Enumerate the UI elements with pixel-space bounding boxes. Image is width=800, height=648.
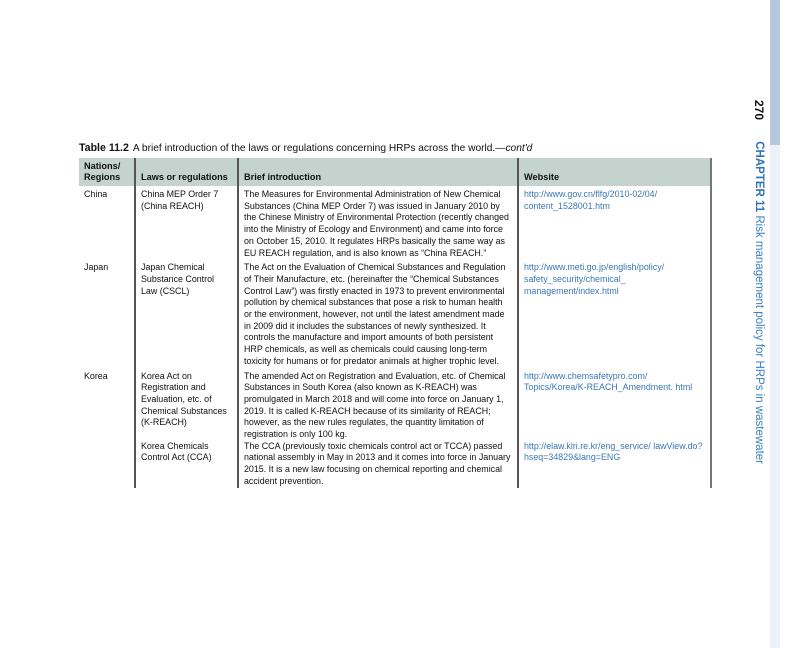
chapter-label: CHAPTER 11 — [753, 141, 765, 213]
website-link[interactable]: http://www.chemsafetypro.com/ Topics/Korea/K-REACH_Amendment. html — [524, 370, 693, 393]
scrollbar-thumb[interactable] — [770, 0, 780, 145]
website-link[interactable]: http://elaw.klri.re.kr/eng_service/ lawView.do?hseq=34829&lang=ENG — [524, 440, 703, 463]
caption-text: A brief introduction of the laws or regulations concerning HRPs across the world.— — [132, 143, 506, 154]
law-cell: Korea Chemicals Control Act (CCA) — [135, 441, 238, 488]
table-row — [79, 186, 711, 259]
table-row — [79, 368, 711, 441]
page-number: 270 — [752, 100, 766, 121]
law-cell: Korea Act on Registration and Evaluation, etc. of Chemical Substances (K-REACH) — [135, 368, 238, 441]
chapter-title: Risk management policy for HRPs in wastewater — [753, 215, 765, 464]
region-cell: Japan — [84, 262, 109, 273]
website-link[interactable]: http://www.gov.cn/flfg/2010-02/04/ content_1528001.htm — [524, 189, 658, 211]
table-row — [79, 259, 711, 367]
laws-table — [79, 158, 712, 488]
header-intro: Brief introduction — [238, 158, 518, 186]
table-row — [79, 441, 711, 488]
running-head — [752, 100, 766, 464]
table-label: Table 11.2 — [79, 142, 129, 154]
table-caption — [79, 142, 532, 154]
intro-cell: The CCA (previously toxic chemicals control act or TCCA) passed national assembly in May in 2013 and it comes into force in January 2015. It is a new law focusing on chemical reporting and chemical accident prevention. — [238, 441, 518, 488]
header-laws: Laws or regulations — [135, 158, 238, 186]
website-link[interactable]: http://www.meti.go.jp/english/policy/ safety_security/chemical_ management/index.html — [524, 262, 665, 296]
intro-cell: The Act on the Evaluation of Chemical Substances and Regulation of Their Manufacture, etc. (hereinafter the “Chemical Substances Control Law”) was firstly enacted in 1973 to prevent environmental pollution by chemical substances that pose a risk to human health or the environment, however, not until the latest amendment made in 2009 did it includes the substances of newly synthesized. It controls the manufacture and import amounts of both persistent HRP chemicals, as well as chemicals could causing long-term toxicity for humans or for predator animals at higher trophic level. — [238, 259, 518, 367]
header-regions: Nations/ Regions — [79, 158, 135, 186]
law-cell: China MEP Order 7 (China REACH) — [135, 186, 238, 259]
caption-contd: cont'd — [505, 143, 533, 154]
law-cell: Japan Chemical Substance Control Law (CSCL) — [135, 259, 238, 367]
region-cell: China — [84, 189, 108, 199]
header-website: Website — [518, 158, 711, 186]
region-cell: Korea — [84, 370, 108, 381]
region-cell — [79, 441, 135, 488]
intro-cell: The amended Act on Registration and Evaluation, etc. of Chemical Substances in South Korea (also known as K-REACH) was promulgated in March 2018 and will come into force on January 1, 2019. It is called K-REACH because of its similarity of REACH; however, as the new rules regulates, the quantity limitation of registration is only 100 kg. — [238, 368, 518, 441]
table-header-row — [79, 158, 711, 186]
intro-cell: The Measures for Environmental Administration of New Chemical Substances (China MEP Order 7) was issued in January 2010 by the Chinese Ministry of Environmental Protection (recently changed into the Ministry of Ecology and Environment) and came into force on October 15, 2010. It regulates HRPs basically the same way as EU REACH regulation, and is also known as “China REACH.” — [238, 186, 518, 259]
